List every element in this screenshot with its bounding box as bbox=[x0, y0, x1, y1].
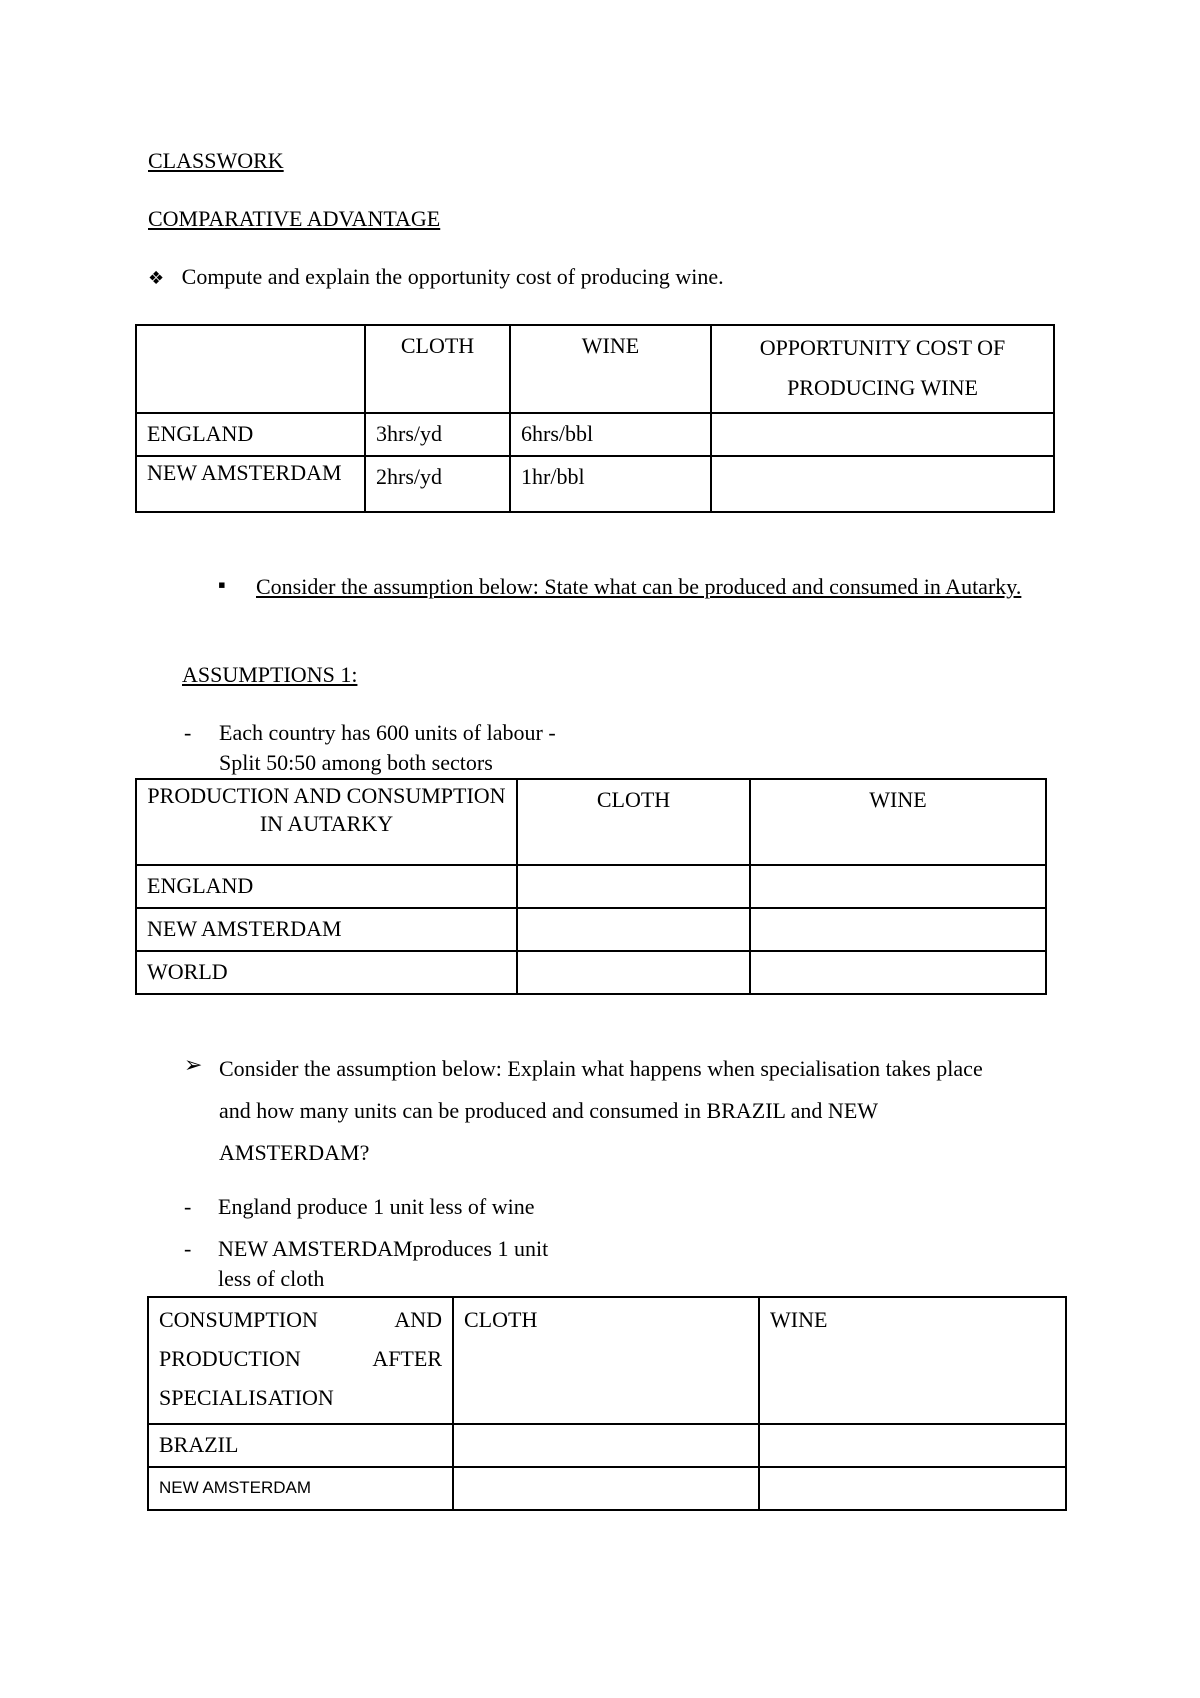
assumption-line: Split 50:50 among both sectors bbox=[219, 750, 493, 775]
table-cell: NEW AMSTERDAM bbox=[136, 908, 517, 951]
assumption-line: England produce 1 unit less of wine bbox=[218, 1194, 535, 1219]
table-cell bbox=[517, 951, 750, 994]
table-cell: 6hrs/bbl bbox=[510, 413, 711, 456]
table-header-row bbox=[136, 325, 1054, 413]
table-cell bbox=[750, 908, 1046, 951]
arrow-bullet-icon: ➢ bbox=[184, 1052, 203, 1077]
header-word: SPECIALISATION bbox=[159, 1385, 334, 1410]
task-3-text: Consider the assumption below: Explain what happens when specialisation takes place and how many units can be produced and consumed in BRAZIL and NEW AMSTERDAM? bbox=[219, 1056, 983, 1165]
specialisation-table bbox=[147, 1296, 1067, 1511]
table-header-row bbox=[136, 779, 1046, 865]
table-row bbox=[136, 865, 1046, 908]
autarky-table bbox=[135, 778, 1047, 995]
table-cell: WORLD bbox=[136, 951, 517, 994]
header-word: CONSUMPTION bbox=[159, 1307, 318, 1332]
page-title: CLASSWORK bbox=[148, 148, 284, 173]
header-word: PRODUCTION bbox=[159, 1346, 301, 1371]
table-cell: ENGLAND bbox=[136, 865, 517, 908]
dash-bullet: - bbox=[184, 1236, 192, 1261]
table-header-row bbox=[148, 1297, 1066, 1424]
table-header-cell: CLOTH bbox=[365, 325, 510, 413]
dash-bullet: - bbox=[184, 1194, 192, 1219]
table-cell bbox=[517, 865, 750, 908]
assumption-line: less of cloth bbox=[218, 1266, 325, 1291]
table-cell bbox=[759, 1467, 1066, 1510]
table-header-cell: WINE bbox=[510, 325, 711, 413]
table-cell bbox=[750, 951, 1046, 994]
table-header-cell: CLOTH bbox=[517, 779, 750, 865]
table-cell: 3hrs/yd bbox=[365, 413, 510, 456]
opportunity-cost-table bbox=[135, 324, 1055, 513]
dash-bullet: - bbox=[184, 720, 192, 745]
assumptions-title: ASSUMPTIONS 1: bbox=[182, 662, 358, 687]
table-cell: NEW AMSTERDAM bbox=[136, 456, 365, 512]
diamond-bullet-icon: ❖ bbox=[148, 268, 165, 289]
table-cell: ENGLAND bbox=[136, 413, 365, 456]
task-2-text: Consider the assumption below: State what can be produced and consumed in Autarky. bbox=[256, 574, 1022, 599]
square-bullet-icon: ▪ bbox=[218, 572, 226, 597]
header-line bbox=[159, 1300, 442, 1339]
task-1 bbox=[148, 264, 724, 290]
task-1-text: Compute and explain the opportunity cost of producing wine. bbox=[181, 264, 724, 289]
table-header-cell: OPPORTUNITY COST OF PRODUCING WINE bbox=[711, 325, 1054, 413]
table-row bbox=[136, 413, 1054, 456]
table-cell bbox=[517, 908, 750, 951]
assumption-line: NEW AMSTERDAMproduces 1 unit bbox=[218, 1236, 549, 1261]
page-subtitle: COMPARATIVE ADVANTAGE bbox=[148, 206, 441, 231]
header-word: AND bbox=[394, 1307, 442, 1332]
table-cell bbox=[711, 413, 1054, 456]
table-row bbox=[136, 908, 1046, 951]
table-header-cell bbox=[148, 1297, 453, 1424]
table-cell bbox=[759, 1424, 1066, 1467]
table-header-cell bbox=[136, 325, 365, 413]
table-header-cell: WINE bbox=[750, 779, 1046, 865]
table-header-cell: WINE bbox=[759, 1297, 1066, 1424]
table-cell bbox=[453, 1424, 759, 1467]
header-line bbox=[159, 1339, 442, 1378]
table-cell: 1hr/bbl bbox=[510, 456, 711, 512]
table-cell bbox=[711, 456, 1054, 512]
table-row bbox=[148, 1467, 1066, 1510]
assumption-line: Each country has 600 units of labour - bbox=[219, 720, 556, 745]
table-cell bbox=[453, 1467, 759, 1510]
table-header-cell: PRODUCTION AND CONSUMPTION IN AUTARKY bbox=[136, 779, 517, 865]
table-cell: 2hrs/yd bbox=[365, 456, 510, 512]
table-cell: BRAZIL bbox=[148, 1424, 453, 1467]
header-word: AFTER bbox=[372, 1346, 442, 1371]
table-cell: NEW AMSTERDAM bbox=[148, 1467, 453, 1510]
table-row bbox=[148, 1424, 1066, 1467]
table-row bbox=[136, 456, 1054, 512]
table-header-cell: CLOTH bbox=[453, 1297, 759, 1424]
table-cell bbox=[750, 865, 1046, 908]
table-row bbox=[136, 951, 1046, 994]
